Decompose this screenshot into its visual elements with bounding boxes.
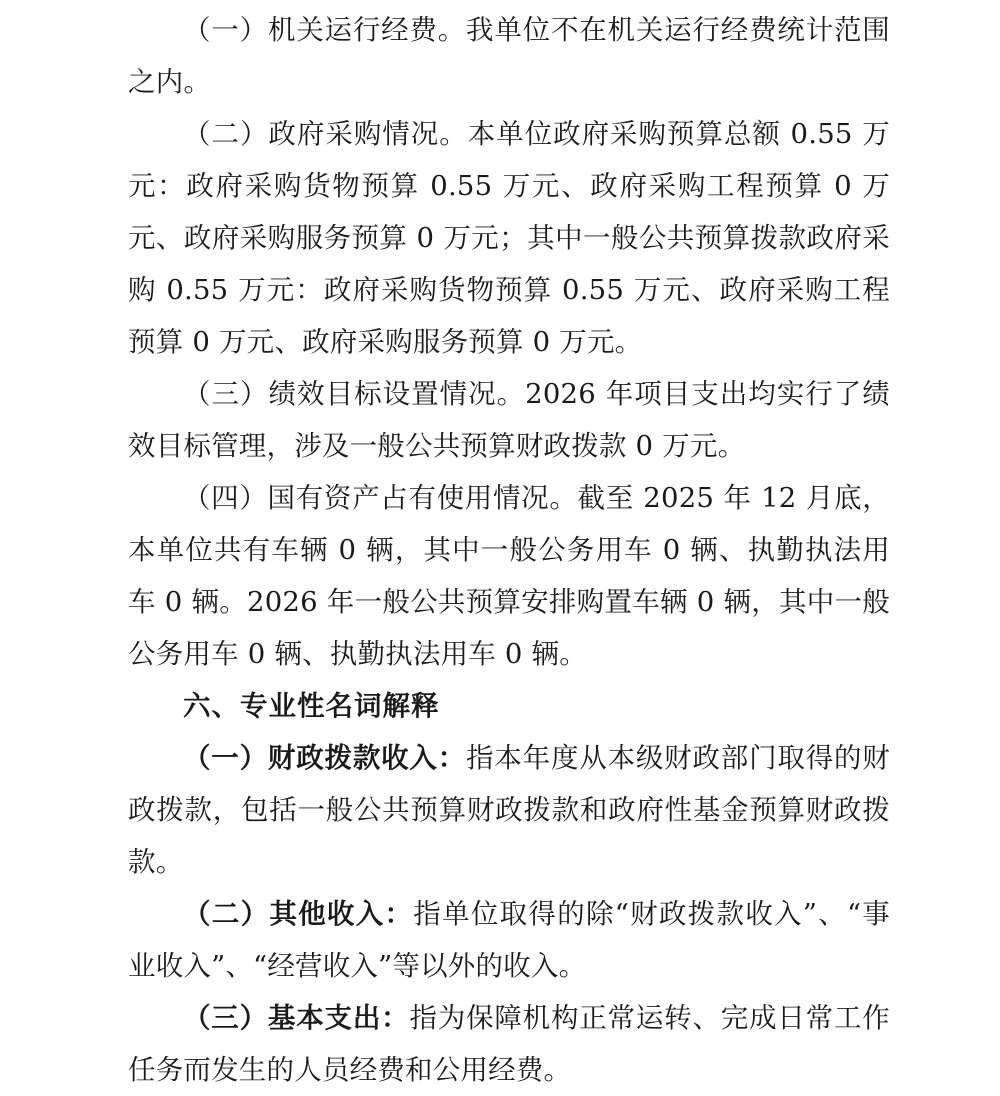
term-text-basic-expenditure: 指为保障机构正常运转、完成日常工作任务而发生的人员经费和公用经费。 xyxy=(128,1002,890,1086)
paragraph-government-operating-expenses: （一）机关运行经费。我单位不在机关运行经费统计范围之内。 xyxy=(128,14,890,98)
term-label-other-income: （二）其他收入： xyxy=(183,898,414,930)
section-heading-terminology: 六、专业性名词解释 xyxy=(183,690,440,722)
term-text-other-income: 指单位取得的除“财政拨款收入”、“事业收入”、“经营收入”等以外的收入。 xyxy=(128,898,890,982)
paragraph-government-procurement: （二）政府采购情况。本单位政府采购预算总额 0.55 万元：政府采购货物预算 0.55 万元、政府采购工程预算 0 万元、政府采购服务预算 0 万元；其中一般公共预算拨款政府采购 0.55 万元：政府采购货物预算 0.55 万元、政府采购工程预算 0 万元、政府采购服务预算 0 万元。 xyxy=(128,118,890,358)
paragraph-term-basic-expenditure xyxy=(128,992,890,1096)
paragraph-term-fiscal-appropriation-income xyxy=(128,732,890,888)
paragraph-performance-targets: （三）绩效目标设置情况。2026 年项目支出均实行了绩效目标管理，涉及一般公共预算财政拨款 0 万元。 xyxy=(128,378,890,462)
paragraph-state-owned-assets: （四）国有资产占有使用情况。截至 2025 年 12 月底，本单位共有车辆 0 辆，其中一般公务用车 0 辆、执勤执法用车 0 辆。2026 年一般公共预算安排购置车辆 0 辆，其中一般公务用车 0 辆、执勤执法用车 0 辆。 xyxy=(128,482,890,670)
term-label-fiscal-appropriation-income: （一）财政拨款收入： xyxy=(183,742,467,774)
term-text-fiscal-appropriation-income: 指本年度从本级财政部门取得的财政拨款，包括一般公共预算财政拨款和政府性基金预算财政拨款。 xyxy=(128,742,891,878)
term-label-basic-expenditure: （三）基本支出： xyxy=(183,1002,410,1034)
paragraph-term-other-income xyxy=(128,888,890,992)
